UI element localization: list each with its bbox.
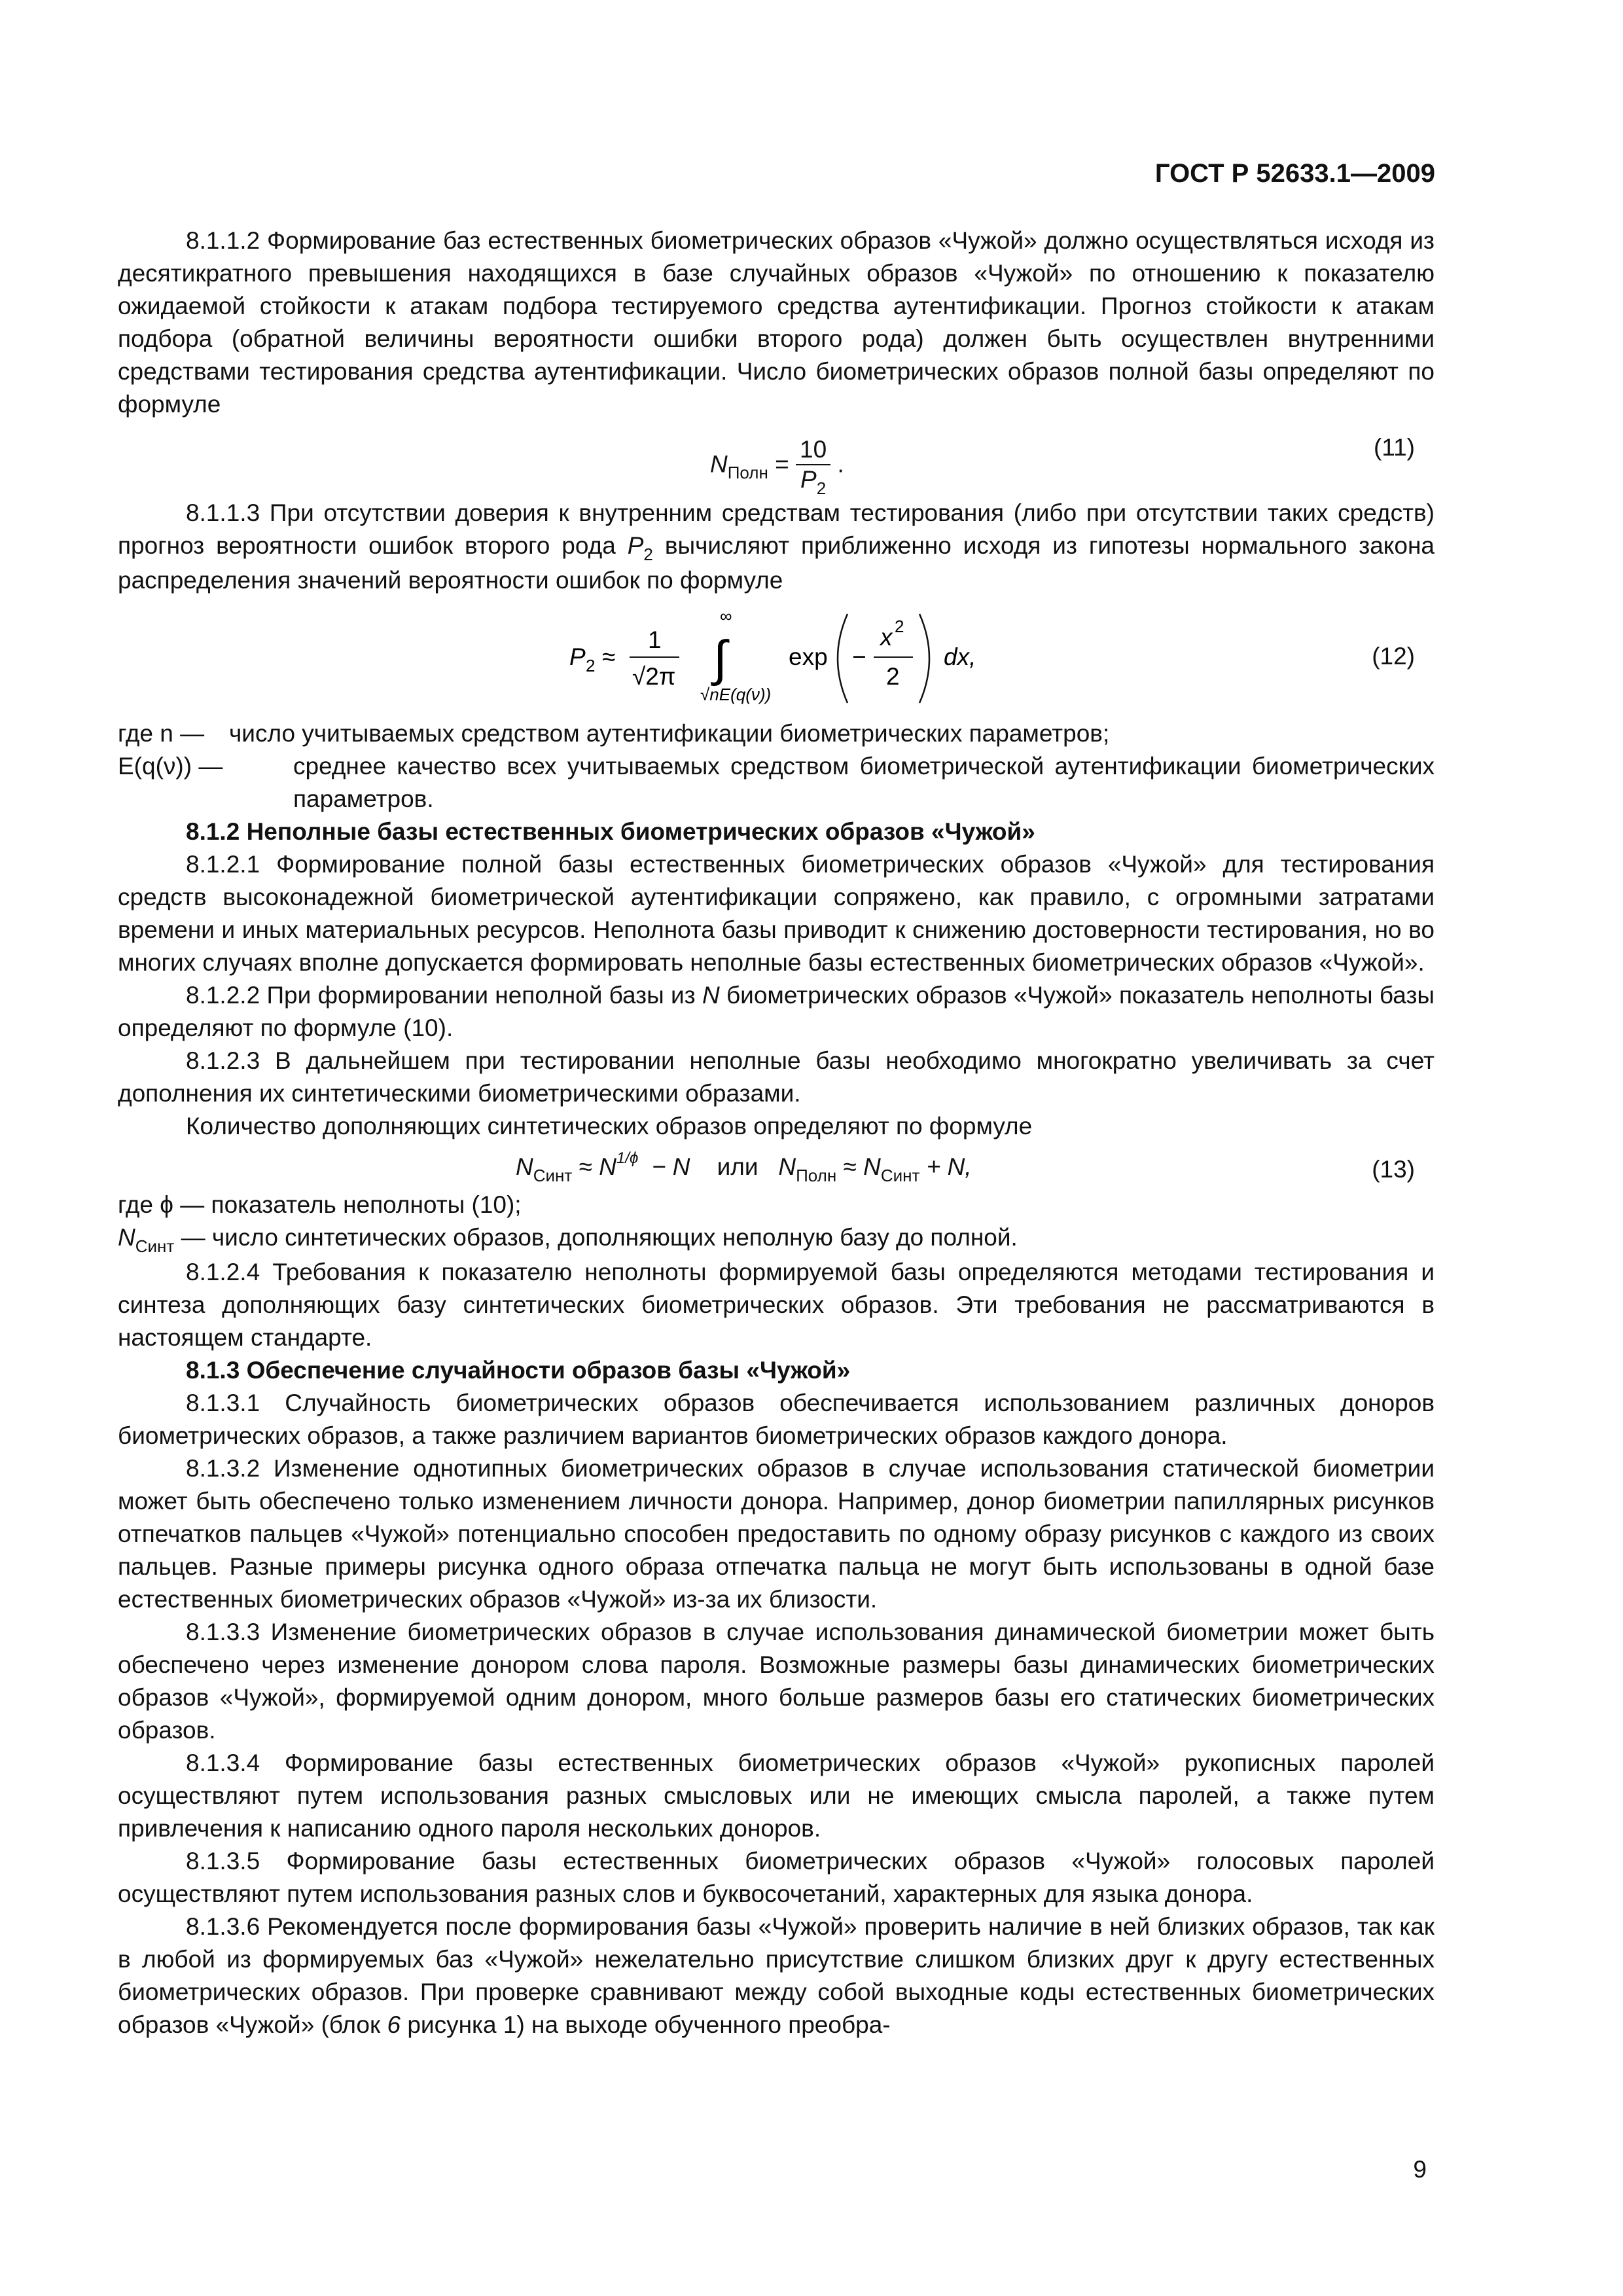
formula-12-lower-limit: √nE(q(ν)): [700, 685, 772, 704]
formula-12-exp: exp: [789, 643, 828, 670]
paragraph-8-1-3-2: 8.1.3.2 Изменение однотипных биометрических образов в случае использования статической биометрии может быть обеспечено только изменением личности донора. Например, донор биометрии папиллярных рисунков отпечатков пальцев «Чужой» потенциально способен предоставить по одному образу рисунков с каждого из своих пальцев. Разные примеры рисунка одного образа отпечатка пальца не могут быть использованы в одной базе естественных биометрических образов «Чужой» из-за их близости.: [118, 1455, 1435, 1613]
formula-13-n-synt-2: N: [863, 1153, 881, 1180]
formula-12-svg: [569, 602, 1224, 712]
paragraph-8-1-3-4: 8.1.3.4 Формирование базы естественных биометрических образов «Чужой» рукописных паролей осуществляют путем использования разных смысловых или не имеющих смысла паролей, а также путем привлечения к написанию одного пароля нескольких доноров.: [118, 1749, 1435, 1842]
formula-12-left-paren: [838, 614, 847, 703]
paragraph-8-1-3-6-part-a: 8.1.3.6 Рекомендуется после формирования базы «Чужой» проверить наличие в ней близких образов, так как в любой из формируемых баз «Чужой» нежелательно присутствие слишком близких друг к другу естественных биометрических образов. При проверке сравнивают между собой выходные коды естественных биометрических образов «Чужой» (блок: [118, 1913, 1435, 2038]
formula-12-x-power: 2: [895, 617, 904, 636]
where-n-symbol: где n —: [118, 720, 205, 747]
heading-8-1-3: 8.1.3 Обеспечение случайности образов базы «Чужой»: [186, 1357, 851, 1384]
formula-11-den-sub: 2: [816, 478, 827, 498]
formula-13-approx-2: ≈: [843, 1153, 857, 1180]
where-nsynt-symbol: N: [118, 1224, 135, 1251]
p2-symbol: P: [627, 532, 644, 559]
formula-11-den-sym: P: [800, 466, 817, 493]
paragraph-8-1-2-2-n: N: [702, 982, 720, 1009]
paragraph-8-1-1-3-part-a: 8.1.1.3 При отсутствии доверия к внутренним средствам тестирования (либо при отсутствии таких средств) прогноз вероятности ошибок второго рода: [118, 499, 1435, 559]
paragraph-count: Количество дополняющих синтетических образов определяют по формуле: [186, 1113, 1033, 1139]
paragraph-8-1-3-3: 8.1.3.3 Изменение биометрических образов в случае использования динамической биометрии может быть обеспечено через изменение донором слова пароля. Возможные размеры базы динамических биометрических образов «Чужой», формируемой одним донором, много больше размеров базы его статических биометрических образов.: [118, 1619, 1435, 1744]
paragraph-8-1-3-6: [118, 1910, 1435, 2041]
formula-11-lhs: N: [710, 450, 728, 478]
standard-header: ГОСТ Р 52633.1—2009: [1154, 159, 1435, 188]
page-number: 9: [1413, 2156, 1427, 2183]
formula-12-minus: −: [852, 643, 866, 670]
formula-12-denominator-two: 2: [886, 663, 900, 690]
formula-12-numerator: 1: [648, 626, 662, 653]
where-nsynt-sub: Синт: [135, 1236, 175, 1256]
formula-13-n-synt: N: [516, 1153, 533, 1180]
paragraph-8-1-2-2-part-a: 8.1.2.2 При формировании неполной базы из: [186, 982, 702, 1009]
formula-13-tail: + N,: [926, 1153, 972, 1180]
paragraph-8-1-2-2: [118, 979, 1435, 1045]
where-phi: где ϕ — показатель неполноты (10);: [118, 1191, 522, 1218]
integral-sign: ∫: [713, 631, 727, 687]
where-e: [118, 750, 1435, 816]
formula-11-lhs-sub: Полн: [727, 463, 768, 483]
formula-13-or: или: [717, 1153, 758, 1180]
formula-13: [118, 1148, 1435, 1186]
formula-11: [118, 427, 1435, 498]
formula-12-lhs: P: [569, 643, 586, 670]
document-body: [118, 224, 1435, 2041]
heading-8-1-2: 8.1.2 Неполные базы естественных биометрических образов «Чужой»: [186, 818, 1035, 845]
formula-11-numerator: 10: [796, 435, 830, 465]
paragraph-8-1-2-2-part-b: биометрических образов «Чужой» показатель неполноты базы определяют по формуле (10).: [118, 982, 1435, 1041]
formula-12-x: x: [880, 624, 893, 651]
formula-11-denominator: [796, 465, 830, 496]
paragraph-8-1-2-1: 8.1.2.1 Формирование полной базы естественных биометрических образов «Чужой» для тестирования средств высоконадежной биометрической аутентификации сопряжено, как правило, с огромными затратами времени и иных материальных ресурсов. Неполнота базы приводит к снижению достоверности тестирования, но во многих случаях вполне допускается формировать неполные базы естественных биометрических образов «Чужой».: [118, 851, 1435, 976]
formula-13-minus-n: − N: [651, 1153, 690, 1180]
formula-13-body: [516, 1151, 972, 1187]
formula-13-approx-1: ≈: [579, 1153, 592, 1180]
formula-13-n-poln-sub: Полн: [796, 1166, 837, 1185]
formula-12-right-paren: [919, 614, 929, 703]
formula-13-n: N: [599, 1153, 616, 1180]
paragraph-8-1-1-3: [118, 497, 1435, 597]
formula-12-dx: dx,: [944, 643, 976, 670]
formula-13-n-synt-2-sub: Синт: [880, 1166, 920, 1185]
paragraph-8-1-2-3: 8.1.2.3 В дальнейшем при тестировании неполные базы необходимо многократно увеличивать за счет дополнения их синтетическими биометрическими образами.: [118, 1047, 1435, 1107]
where-n: [118, 717, 1435, 750]
formula-13-n-synt-sub: Синт: [533, 1166, 573, 1185]
formula-12-denominator: √2π: [632, 663, 676, 690]
formula-12: [118, 602, 1435, 712]
formula-12-lhs-sub: 2: [586, 656, 596, 675]
paragraph-8-1-3-6-part-c: рисунка 1) на выходе обученного преобра-: [401, 2011, 891, 2038]
formula-13-power: 1/ϕ: [616, 1149, 639, 1167]
formula-12-upper-limit: ∞: [720, 606, 732, 626]
paragraph-8-1-3-1: 8.1.3.1 Случайность биометрических образов обеспечивается использованием различных доноров биометрических образов, а также различием вариантов биометрических образов каждого донора.: [118, 1390, 1435, 1449]
formula-11-fraction: [796, 435, 830, 496]
where-e-text: среднее качество всех учитываемых средством биометрической аутентификации биометрических параметров.: [293, 753, 1435, 812]
paragraph-8-1-2-4: 8.1.2.4 Требования к показателю неполноты формируемой базы определяются методами тестирования и синтеза дополняющих базу синтетических биометрических образов. Эти требования не рассматриваются в настоящем стандарте.: [118, 1259, 1435, 1351]
formula-11-body: [710, 435, 844, 496]
formula-11-tail: .: [837, 450, 844, 478]
formula-13-n-poln: N: [778, 1153, 796, 1180]
where-e-symbol: E(q(ν)) —: [118, 753, 223, 780]
paragraph-8-1-1-3-part-b: вычисляют приближенно исходя из гипотезы нормального закона распределения значений вероятности ошибок по формуле: [118, 532, 1435, 594]
paragraph-8-1-3-6-block: 6: [387, 2011, 401, 2038]
paragraph-8-1-3-5: 8.1.3.5 Формирование базы естественных биометрических образов «Чужой» голосовых паролей осуществляют путем использования разных слов и буквосочетаний, характерных для языка донора.: [118, 1848, 1435, 1907]
formula-12-number: (12): [1372, 643, 1415, 670]
where-nsynt-text: — число синтетических образов, дополняющих неполную базу до полной.: [174, 1224, 1018, 1251]
formula-12-approx: ≈: [602, 643, 616, 670]
formula-11-eq: =: [775, 450, 789, 478]
formula-11-number: (11): [1373, 434, 1415, 461]
formula-13-number: (13): [1372, 1156, 1415, 1183]
where-n-text: число учитываемых средством аутентификации биометрических параметров;: [229, 720, 1110, 747]
p2-subscript: 2: [643, 545, 653, 564]
where-nsynt: [118, 1221, 1435, 1256]
paragraph-8-1-1-2: 8.1.1.2 Формирование баз естественных биометрических образов «Чужой» должно осуществляться исходя из десятикратного превышения находящихся в базе случайных образов «Чужой» по отношению к показателю ожидаемой стойкости к атакам подбора тестируемого средства аутентификации. Прогноз стойкости к атакам подбора (обратной величины вероятности ошибки второго рода) должен быть осуществлен внутренними средствами тестирования средства аутентификации. Число биометрических образов полной базы определяют по формуле: [118, 227, 1435, 418]
